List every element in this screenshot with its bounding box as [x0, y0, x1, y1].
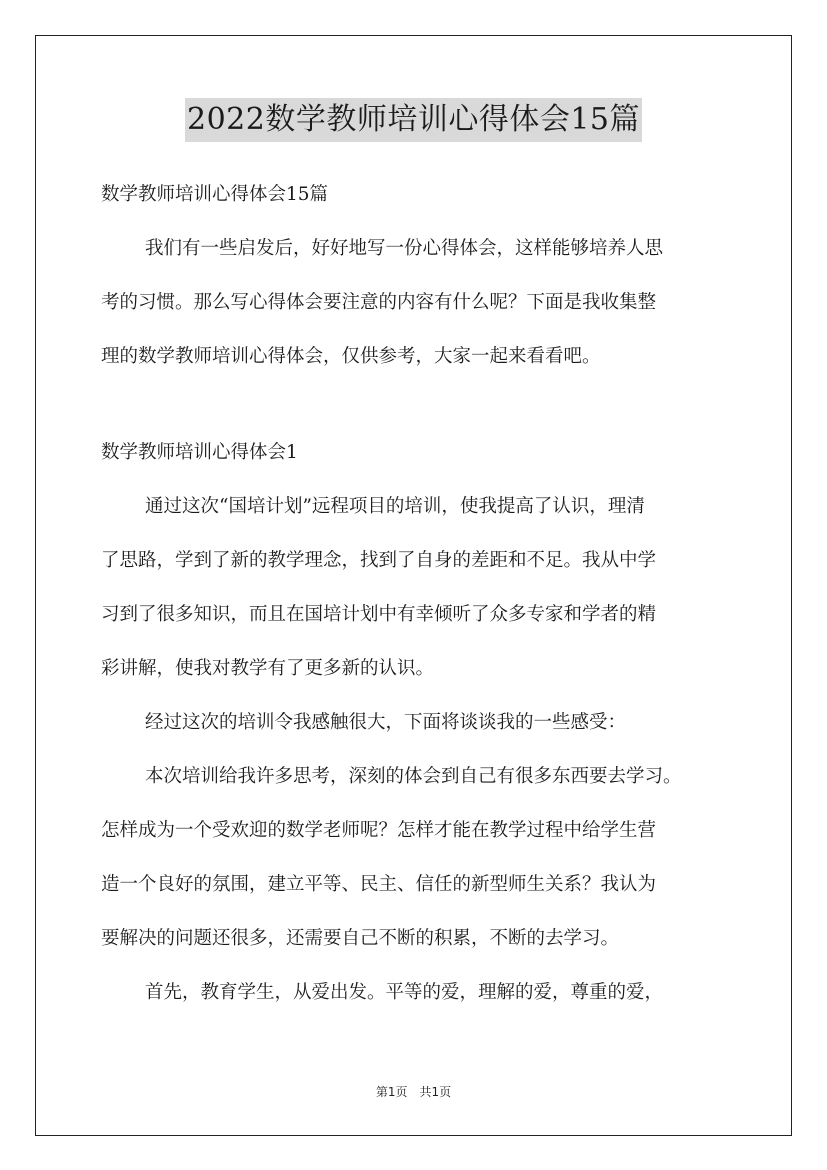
paragraph-gap	[101, 388, 741, 430]
paragraph-line: 要解决的问题还很多，还需要自己不断的积累，不断的去学习。	[101, 928, 620, 949]
paragraph-line: 造一个良好的氛围，建立平等、民主、信任的新型师生关系？我认为	[101, 874, 657, 895]
intro-line: 理的数学教师培训心得体会，仅供参考，大家一起来看看吧。	[101, 346, 601, 367]
paragraph-line: 怎样成为一个受欢迎的数学老师呢？怎样才能在教学过程中给学生营	[101, 820, 657, 841]
intro-line: 考的习惯。那么写心得体会要注意的内容有什么呢？下面是我收集整	[101, 292, 657, 313]
paragraph-line: 习到了很多知识，而且在国培计划中有幸倾听了众多专家和学者的精	[101, 604, 657, 625]
paragraph-line: 了思路，学到了新的教学理念，找到了自身的差距和不足。我从中学	[101, 550, 657, 571]
paragraph-line: 通过这次“国培计划”远程项目的培训，使我提高了认识，理清	[145, 496, 645, 517]
page-footer: 第1页 共1页	[375, 1085, 452, 1099]
paragraph-line: 经过这次的培训令我感触很大，下面将谈谈我的一些感受：	[145, 712, 627, 733]
paragraph-line: 本次培训给我许多思考，深刻的体会到自己有很多东西要去学习。	[145, 766, 682, 787]
document-title: 2022数学教师培训心得体会15篇	[185, 98, 642, 142]
document-body	[101, 172, 741, 1024]
subtitle: 数学教师培训心得体会15篇	[101, 184, 329, 205]
paragraph-line: 彩讲解，使我对教学有了更多新的认识。	[101, 658, 435, 679]
title-container	[0, 98, 827, 142]
intro-line: 我们有一些启发后，好好地写一份心得体会，这样能够培养人思	[145, 238, 664, 259]
paragraph-line: 首先，教育学生，从爱出发。平等的爱，理解的爱，尊重的爱，	[145, 982, 664, 1003]
section-heading: 数学教师培训心得体会1	[101, 442, 298, 463]
